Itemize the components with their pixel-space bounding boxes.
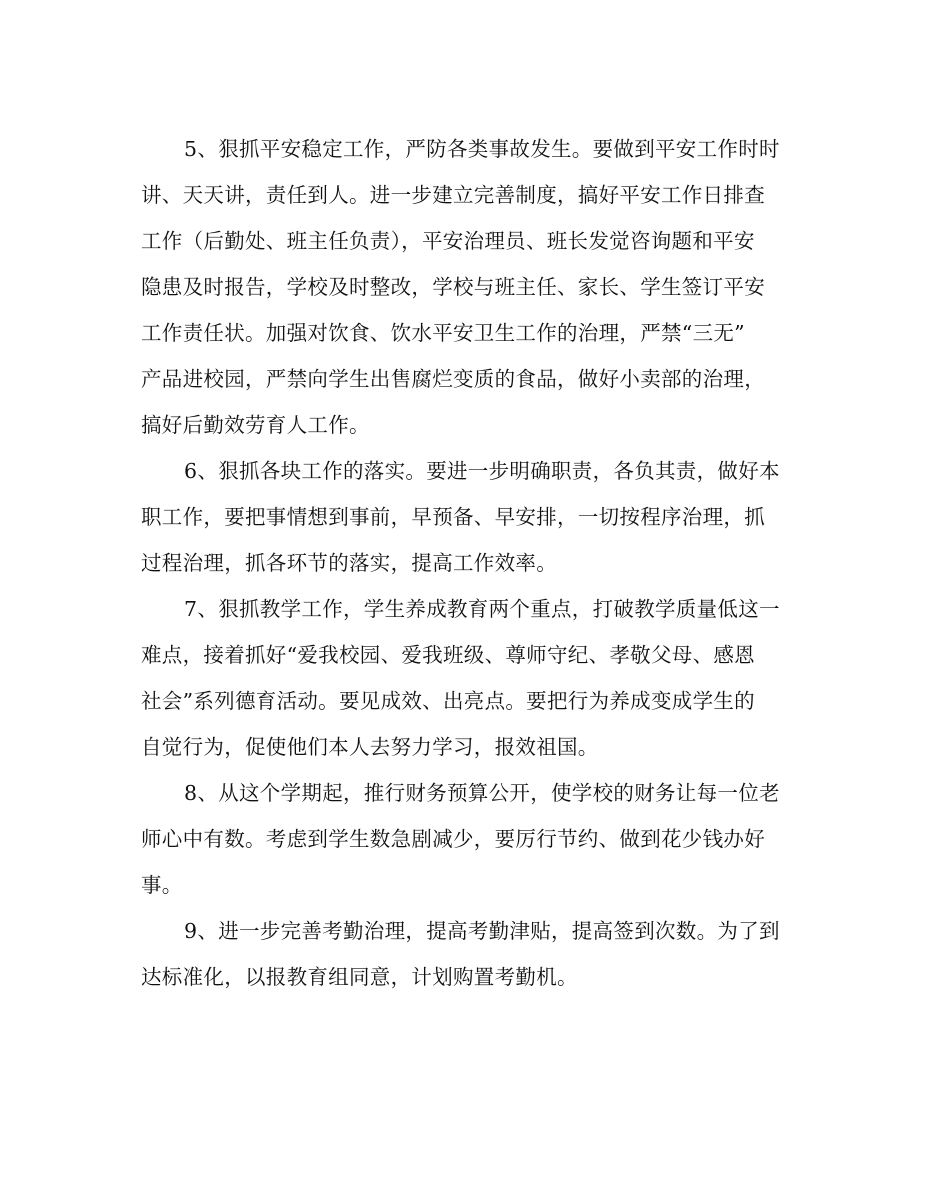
paragraph-line: 5、狠抓平安稳定工作，严防各类事故发生。要做到平安工作时时 (184, 137, 780, 161)
paragraph-line: 自觉行为，促使他们本人去努力学习，报效祖国。 (141, 735, 599, 759)
paragraph-7 (141, 586, 809, 770)
paragraph-line: 达标准化，以报教育组同意，计划购置考勤机。 (141, 965, 578, 989)
paragraph-line: 搞好后勤效劳育人工作。 (141, 413, 370, 437)
paragraph-line: 产品进校园，严禁向学生出售腐烂变质的食品，做好小卖部的治理， (141, 367, 765, 391)
paragraph-line: 工作（后勤处、班主任负责），平安治理员、班长发觉咨询题和平安 (141, 229, 755, 253)
paragraph-line: 讲、天天讲，责任到人。进一步建立完善制度，搞好平安工作日排查 (141, 183, 765, 207)
paragraph-line: 事。 (141, 873, 183, 897)
paragraph-line: 社会”系列德育活动。要见成效、出亮点。要把行为养成变成学生的 (141, 689, 755, 713)
paragraph-line: 师心中有数。考虑到学生数急剧减少，要厉行节约、做到花少钱办好 (141, 827, 765, 851)
document-body (141, 126, 809, 1000)
paragraph-line: 8、从这个学期起，推行财务预算公开，使学校的财务让每一位老 (184, 781, 780, 805)
paragraph-line: 难点，接着抓好“爱我校园、爱我班级、尊师守纪、孝敬父母、感恩 (141, 643, 755, 667)
paragraph-9 (141, 908, 809, 1000)
paragraph-6 (141, 448, 809, 586)
paragraph-8 (141, 770, 809, 908)
paragraph-line: 6、狠抓各块工作的落实。要进一步明确职责，各负其责，做好本 (184, 459, 780, 483)
paragraph-line: 工作责任状。加强对饮食、饮水平安卫生工作的治理，严禁“三无” (141, 321, 745, 345)
paragraph-line: 隐患及时报告，学校及时整改，学校与班主任、家长、学生签订平安 (141, 275, 765, 299)
paragraph-line: 职工作，要把事情想到事前，早预备、早安排，一切按程序治理，抓 (141, 505, 765, 529)
paragraph-line: 7、狠抓教学工作，学生养成教育两个重点，打破教学质量低这一 (184, 597, 780, 621)
paragraph-5 (141, 126, 809, 448)
paragraph-line: 9、进一步完善考勤治理，提高考勤津贴，提高签到次数。为了到 (184, 919, 780, 943)
paragraph-line: 过程治理，抓各环节的落实，提高工作效率。 (141, 551, 557, 575)
